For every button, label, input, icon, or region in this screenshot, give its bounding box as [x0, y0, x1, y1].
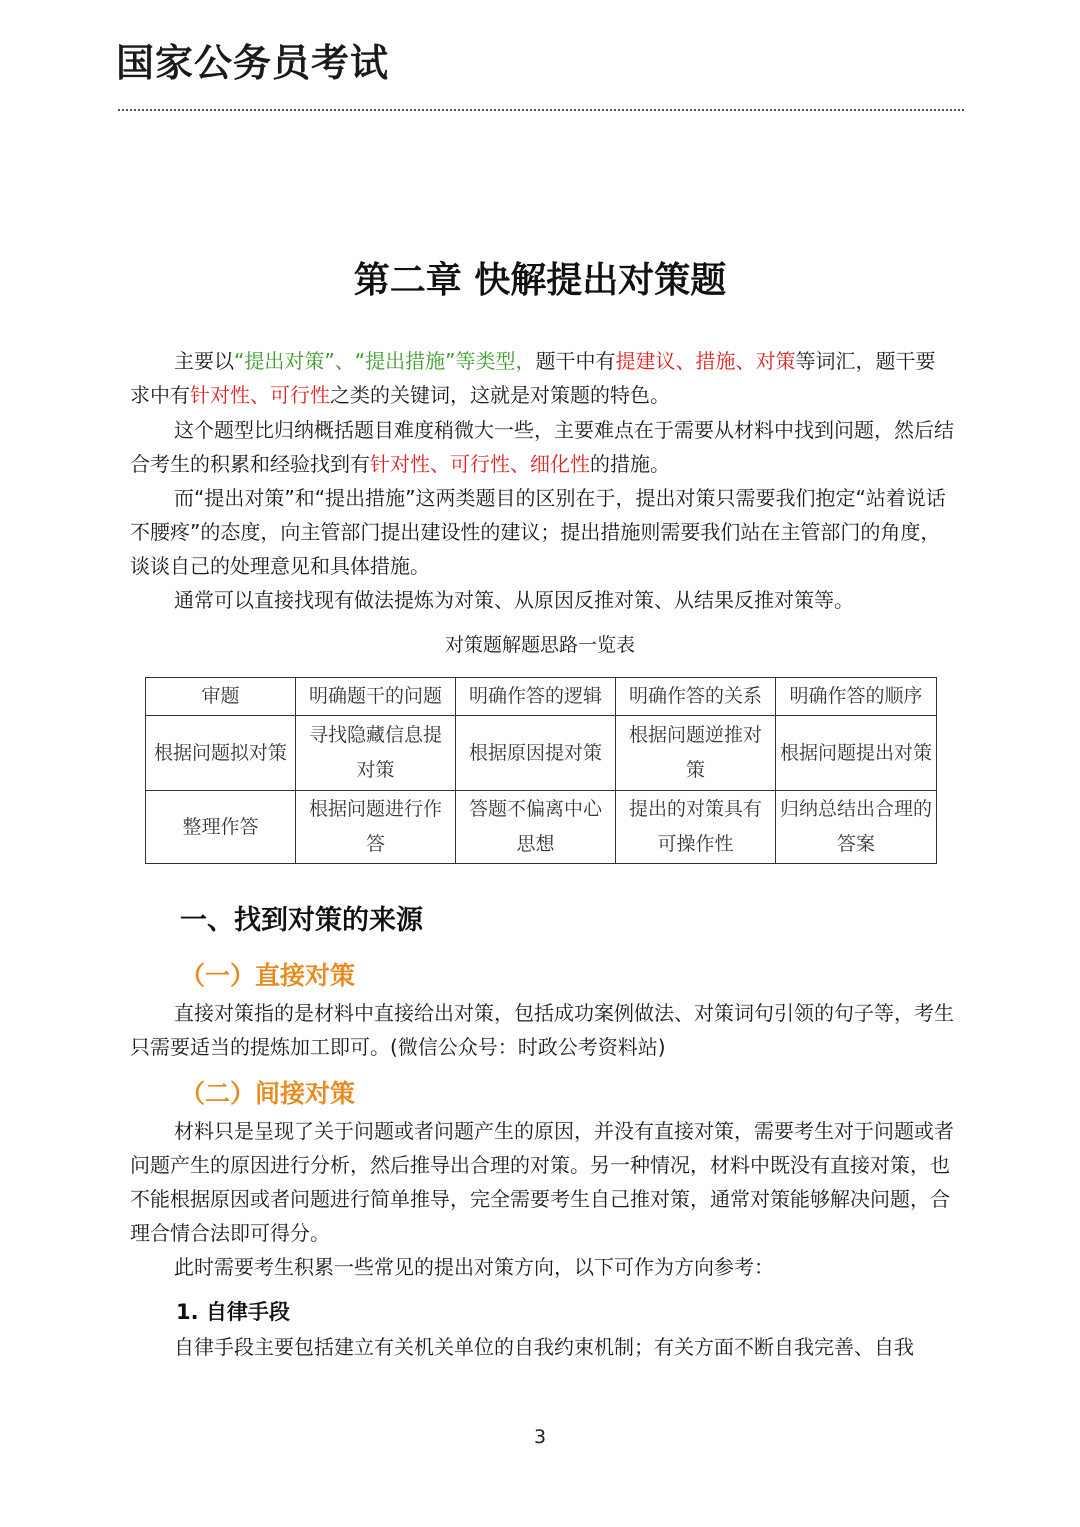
intro-p1-text-7: 之类的关键词，这就是对策题的特色。: [330, 383, 670, 407]
table-cell: 归纳总结出合理的答案: [776, 791, 937, 864]
table-cell: 答题不偏离中心思想: [456, 791, 616, 864]
chapter-title: 第二章 快解提出对策题: [353, 260, 727, 301]
section-heading: 一、找到对策的来源: [180, 905, 423, 936]
indirect-strategy-paragraph-1: 材料只是呈现了关于问题或者问题产生的原因，并没有直接对策，需要考生对于问题或者问题产生的原因进行分析，然后推导出合理的对策。另一种情况，材料中既没有直接对策，也不能根据原因或者问题进行简单推导，完全需要考生自己推对策，通常对策能够解决问题，合理合情合法即可得分。: [130, 1119, 954, 1245]
intro-p2-keywords: 针对性、可行性、细化性: [370, 452, 590, 476]
table-row: [146, 716, 937, 791]
intro-p1-text-3: 题干中有: [535, 349, 616, 373]
table-cell: 审题: [146, 678, 296, 716]
subsection-heading-indirect: （二）间接对策: [180, 1079, 356, 1108]
intro-p1-question-types: “提出对策”、“提出措施”等类型，: [234, 349, 536, 373]
intro-p1-keywords-2: 针对性、可行性: [190, 383, 330, 407]
intro-p1-keywords-1: 提建议、措施、对策: [615, 349, 796, 373]
header-title: 国家公务员考试: [116, 41, 390, 85]
intro-p2-text-1: 这个题型比归纳概括题目难度稍微大一些，主要难点在于需要从材料中找到问题，然后结合考生的积累和经验找到有: [130, 418, 954, 476]
table-caption: 对策题解题思路一览表: [444, 634, 635, 656]
table-cell: 根据问题进行作答: [296, 791, 456, 864]
intro-p2-text-3: 的措施。: [590, 452, 670, 476]
table-cell: 明确作答的逻辑: [456, 678, 616, 716]
table-row: [146, 791, 937, 864]
item-heading: 1. 自律手段: [176, 1300, 290, 1324]
table-cell: 寻找隐藏信息提对策: [296, 716, 456, 791]
table-row: [146, 678, 937, 716]
subsection-heading-direct: （一）直接对策: [180, 961, 356, 990]
intro-paragraph-4: 通常可以直接找现有做法提炼为对策、从原因反推对策、从结果反推对策等。: [174, 588, 854, 612]
table-cell: 根据问题拟对策: [146, 716, 296, 791]
table-cell: 明确题干的问题: [296, 678, 456, 716]
page-number: 3: [533, 1426, 547, 1448]
table-cell: 明确作答的关系: [616, 678, 776, 716]
table-cell: 明确作答的顺序: [776, 678, 937, 716]
table-cell: 根据问题提出对策: [776, 716, 937, 791]
intro-paragraph-3: 而“提出对策”和“提出措施”这两类题目的区别在于，提出对策只需要我们抱定“站着说话不腰疼”的态度，向主管部门提出建设性的建议；提出措施则需要我们站在主管部门的角度，谈谈自己的处理意见和具体措施。: [130, 486, 946, 578]
item-paragraph: 自律手段主要包括建立有关机关单位的自我约束机制；有关方面不断自我完善、自我: [174, 1335, 914, 1359]
table-cell: 根据问题逆推对策: [616, 716, 776, 791]
direct-strategy-paragraph: 直接对策指的是材料中直接给出对策，包括成功案例做法、对策词句引领的句子等，考生只需要适当的提炼加工即可。(微信公众号：时政公考资料站): [130, 1001, 954, 1059]
table-cell: 提出的对策具有可操作性: [616, 791, 776, 864]
indirect-strategy-paragraph-2: 此时需要考生积累一些常见的提出对策方向，以下可作为方向参考：: [174, 1255, 774, 1279]
intro-paragraph-2: [130, 413, 954, 481]
table-cell: 整理作答: [146, 791, 296, 864]
intro-p1-text-5: 等词汇，题干要求中有: [130, 349, 936, 407]
intro-p1-text-1: 主要以: [174, 349, 234, 373]
header-divider: [118, 109, 964, 111]
intro-paragraph-1: [130, 344, 954, 412]
strategy-table: [145, 677, 937, 864]
table-cell: 根据原因提对策: [456, 716, 616, 791]
